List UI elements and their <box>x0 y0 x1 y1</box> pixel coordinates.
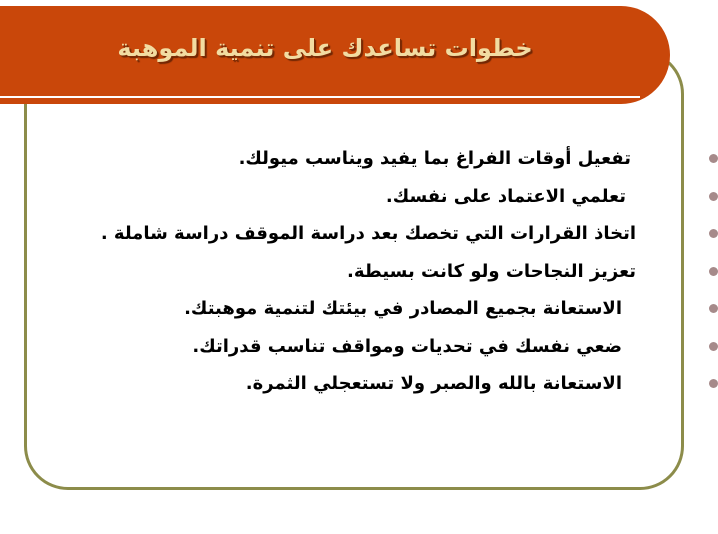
list-item-text: ضعي نفسك في تحديات ومواقف تناسب قدراتك. <box>192 335 622 357</box>
list-item-text: تعزيز النجاحات ولو كانت بسيطة. <box>347 260 636 282</box>
list-item <box>38 294 678 332</box>
bullet-icon <box>709 229 718 238</box>
list-item <box>38 332 678 370</box>
list-item <box>38 369 678 407</box>
bullet-icon <box>709 192 718 201</box>
bullet-icon <box>709 267 718 276</box>
list-item-text: الاستعانة بالله والصبر ولا تستعجلي الثمرة. <box>245 373 622 394</box>
title-bar <box>0 6 670 104</box>
bullet-list <box>38 144 678 407</box>
title-underline <box>0 96 640 98</box>
bullet-icon <box>709 154 718 163</box>
list-item-text: الاستعانة بجميع المصادر في بيئتك لتنمية موهبتك. <box>184 298 622 319</box>
bullet-icon <box>709 379 718 388</box>
list-item <box>38 144 678 182</box>
list-item-text: تفعيل أوقات الفراغ بما يفيد ويناسب ميولك. <box>238 148 631 169</box>
slide-title: خطوات تساعدك على تنمية الموهبة <box>117 34 533 62</box>
bullet-icon <box>709 342 718 351</box>
list-item-text: اتخاذ القرارات التي تخصك بعد دراسة الموقف دراسة شاملة . <box>100 223 636 244</box>
list-item <box>38 257 678 295</box>
list-item <box>38 219 678 257</box>
bullet-icon <box>709 304 718 313</box>
list-item-text: تعلمي الاعتماد على نفسك. <box>385 185 626 207</box>
list-item <box>38 182 678 220</box>
